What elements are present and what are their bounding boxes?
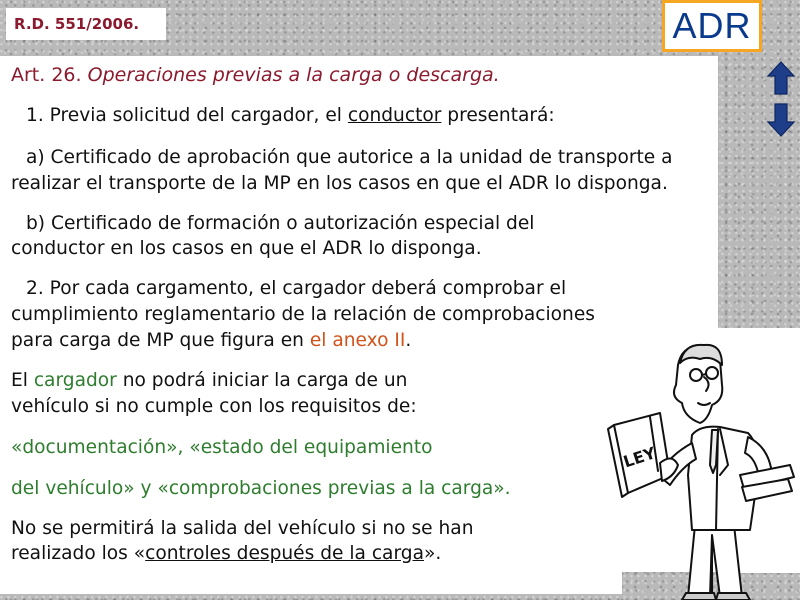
article-title: Operaciones previas a la carga o descarga. [87, 64, 500, 86]
item-a-line2: realizar el transporte de la MP en los casos en que el ADR lo disponga. [11, 173, 668, 194]
article-number: Art. 26. [11, 64, 82, 86]
item-1-prefix: 1. Previa solicitud del cargador, el [26, 105, 348, 126]
item-a-line1: a) Certificado de aprobación que autorice a la unidad de transporte a [26, 147, 673, 168]
item-b-line1: b) Certificado de formación o autorización especial del [26, 213, 535, 234]
cargador-line2: vehículo si no cumple con los requisitos de: [11, 396, 417, 417]
item-2-line3-suffix: . [405, 330, 412, 351]
final-line2 [11, 543, 441, 565]
requirements-line1: «documentación», «estado del equipamiento [11, 437, 433, 458]
annex-reference: el anexo II [309, 330, 406, 351]
final-line2-prefix: realizado los « [11, 543, 146, 564]
final-line2-suffix: ». [423, 543, 442, 564]
final-line1: No se permitirá la salida del vehículo si no se han [11, 518, 474, 539]
cargador-suffix: no podrá iniciar la carga de un [116, 370, 408, 391]
article-heading [11, 64, 500, 86]
item-1 [26, 105, 555, 127]
bottom-white-strip [0, 572, 622, 594]
item-2-line3 [11, 330, 411, 352]
requirements-line2: del vehículo» y «comprobaciones previas a la carga». [11, 478, 511, 499]
item-2-line2: cumplimiento reglamentario de la relación de comprobaciones [11, 304, 595, 325]
conductor-link: conductor [347, 105, 442, 126]
item-2-line1: 2. Por cada cargamento, el cargador deberá comprobar el [26, 278, 567, 299]
controles-link: controles después de la carga [145, 543, 424, 564]
arrow-up-icon[interactable] [768, 62, 794, 94]
adr-logo-text: ADR [665, 3, 759, 49]
item-1-suffix: presentará: [441, 105, 555, 126]
item-2-line3-prefix: para carga de MP que figura en [11, 330, 310, 351]
man-reading-law-book-illustration [600, 325, 800, 600]
cargador-line1 [11, 370, 407, 392]
reference-label: R.D. 551/2006. [6, 8, 166, 40]
cargador-prefix: El [11, 370, 34, 391]
item-b-line2: conductor en los casos en que el ADR lo disponga. [11, 238, 482, 259]
book-label: LEY [620, 443, 658, 472]
cargador-highlight: cargador [33, 370, 117, 391]
navigation-arrows [762, 60, 800, 138]
arrow-down-icon[interactable] [768, 104, 794, 136]
adr-logo [662, 0, 762, 52]
